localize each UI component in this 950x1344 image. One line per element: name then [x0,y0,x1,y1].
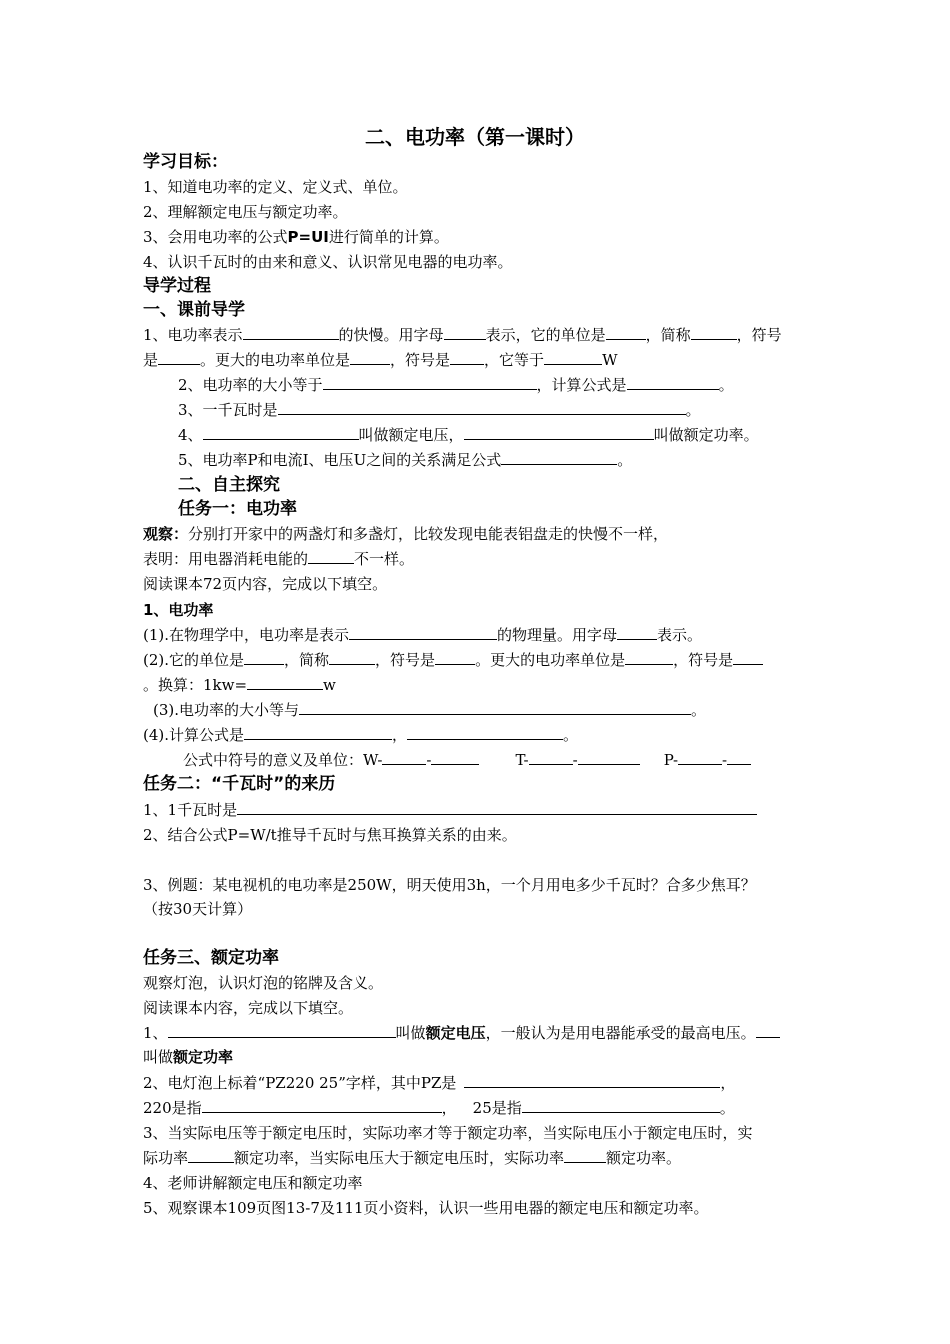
blank[interactable] [299,700,691,715]
objectives-heading: 学习目标： [143,152,228,172]
blank[interactable] [450,350,484,365]
observe-line: 观察：分别打开家中的两盏灯和多盏灯，比较发现电能表铝盘走的快慢不一样， [143,525,669,543]
task3-q1: 1、 叫做额定电压，一般认为是用电器能承受的最高电压。 [143,1023,780,1043]
blank[interactable] [756,1023,780,1038]
shows-line: 表明：用电器消耗电能的 不一样。 [143,550,415,568]
blank[interactable] [244,725,392,740]
blank[interactable] [522,1098,720,1113]
task2-q3: 3、例题：某电视机的电功率是250W，明天使用3h，一个月用电多少千瓦时？合多少焦耳？ [143,876,756,894]
explore-p1: (1).在物理学中，电功率是表示 的物理量。用字母 表示。 [143,626,703,644]
blank[interactable] [501,450,617,465]
blank[interactable] [678,750,722,765]
blank[interactable] [188,1148,234,1163]
task3-q3: 3、当实际电压等于额定电压时，实际功率才等于额定功率，当实际电压小于额定电压时，实 [143,1124,753,1142]
blank[interactable] [733,650,763,665]
blank[interactable] [203,425,359,440]
blank[interactable] [308,549,354,564]
preview-heading: 一、课前导学 [143,300,245,320]
process-heading: 导学过程 [143,276,211,296]
blank[interactable] [431,750,479,765]
blank[interactable] [244,650,284,665]
task1-heading: 任务一：电功率 [178,499,297,519]
task2-heading: 任务二：“千瓦时”的来历 [143,774,336,794]
objective-2: 2、理解额定电压与额定功率。 [143,203,348,221]
task2-q3b: （按30天计算） [143,900,253,918]
blank[interactable] [691,325,737,340]
preview-q1: 1、电功率表示 的快慢。用字母 表示，它的单位是 ，简称 ，符号 [143,326,782,344]
task3-q5: 5、观察课本109页图13-7及111页小资料，认识一些用电器的额定电压和额定功率。 [143,1199,709,1217]
preview-q1b: 是 。更大的电功率单位是 ，符号是 ，它等于 W [143,351,618,369]
blank[interactable] [247,675,323,690]
task2-q2: 2、结合公式P=W/t推导千瓦时与焦耳换算关系的由来。 [143,826,517,844]
objective-3: 3、会用电功率的公式P=UI进行简单的计算。 [143,228,449,246]
blank[interactable] [278,400,686,415]
blank[interactable] [464,1073,720,1088]
objective-1: 1、知道电功率的定义、定义式、单位。 [143,178,408,196]
preview-q3: 3、一千瓦时是 。 [178,401,701,419]
sub-heading-power: 1、电功率 [143,601,214,619]
blank[interactable] [564,1148,606,1163]
task3-q2b: 220是指 ， 25是指 。 [143,1099,735,1117]
blank[interactable] [407,725,563,740]
task2-q1: 1、1千瓦时是 [143,800,757,820]
task3-q4: 4、老师讲解额定电压和额定功率 [143,1174,363,1192]
blank[interactable] [382,750,426,765]
blank[interactable] [464,425,654,440]
page-title: 二、电功率（第一课时） [365,125,585,149]
blank[interactable] [727,750,751,765]
task3-q3b: 际功率 额定功率，当实际电压大于额定电压时，实际功率 额定功率。 [143,1149,682,1167]
blank[interactable] [435,650,475,665]
blank[interactable] [168,1023,396,1038]
blank[interactable] [606,325,646,340]
preview-q4: 4、 叫做额定电压， 叫做额定功率。 [178,426,759,444]
task3-l2: 阅读课本内容，完成以下填空。 [143,999,354,1017]
explore-p2b: 。换算：1kw= w [143,676,336,694]
blank[interactable] [544,350,602,365]
preview-q2: 2、电功率的大小等于 ，计算公式是 。 [178,376,734,394]
blank[interactable] [323,375,537,390]
blank[interactable] [158,350,200,365]
preview-q5: 5、电功率P和电流I、电压U之间的关系满足公式 。 [178,451,633,469]
explore-p5: 公式中符号的意义及单位：W- - T- - P- - [183,750,751,770]
blank[interactable] [237,800,757,815]
task3-heading: 任务三、额定功率 [143,948,279,968]
task3-q1b: 叫做额定功率 [143,1048,234,1066]
blank[interactable] [349,625,497,640]
blank[interactable] [329,650,375,665]
objective-4: 4、认识千瓦时的由来和意义、认识常见电器的电功率。 [143,253,513,271]
explore-p3: (3).电功率的大小等与 。 [153,701,707,719]
blank[interactable] [444,325,486,340]
blank[interactable] [625,650,673,665]
blank[interactable] [243,325,339,340]
blank[interactable] [578,750,640,765]
explore-heading: 二、自主探究 [178,475,280,495]
task3-q2: 2、电灯泡上标着“PZ220 25”字样，其中PZ是 ， [143,1074,736,1092]
blank[interactable] [202,1098,442,1113]
blank[interactable] [529,750,573,765]
blank[interactable] [627,375,719,390]
task3-l1: 观察灯泡，认识灯泡的铭牌及含义。 [143,974,384,992]
blank[interactable] [617,625,657,640]
explore-p2: (2).它的单位是 ，简称 ，符号是 。更大的电功率单位是 ，符号是 [143,650,763,670]
blank[interactable] [350,350,390,365]
explore-p4: (4).计算公式是 ， 。 [143,726,579,744]
read-line: 阅读课本72页内容，完成以下填空。 [143,575,388,593]
